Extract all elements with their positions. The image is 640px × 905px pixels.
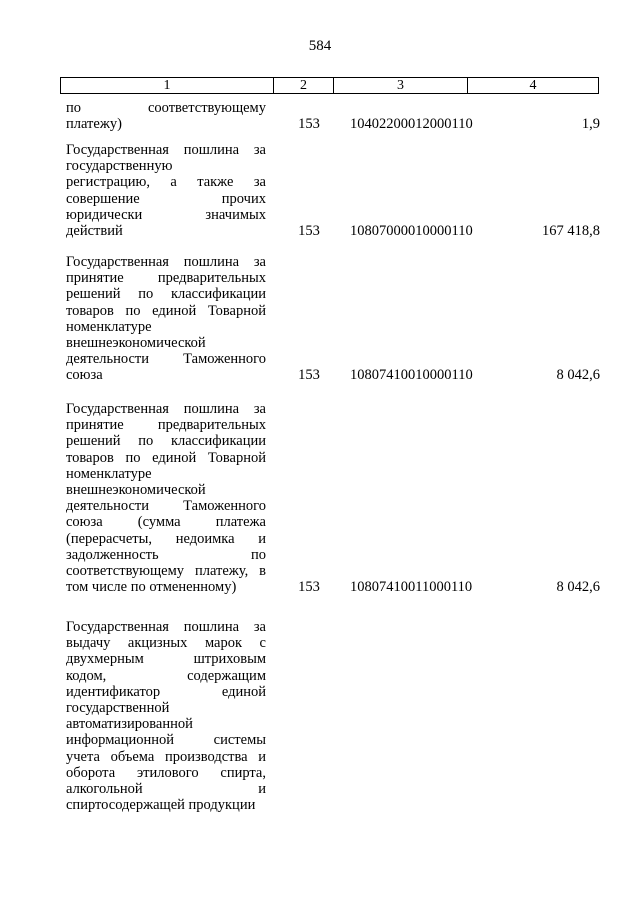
row-name-line: действий [66, 223, 123, 240]
row-name [66, 100, 266, 132]
row-col-2: 153 [298, 367, 320, 384]
row-name-line: юридически значимых [66, 206, 266, 223]
header-col-3: 3 [334, 78, 468, 93]
row-name [66, 254, 266, 384]
row-name-line: алкогольной и [66, 781, 266, 798]
row-name-line: идентификатор единой [66, 683, 266, 700]
row-name-line: совершение прочих [66, 190, 266, 207]
row-name-line: государственной [66, 700, 170, 717]
row-name-line: внешнеэкономической [66, 335, 206, 352]
row-name-line: выдачу акцизных марок с [66, 635, 266, 652]
row-col-3: 10807410010000110 [350, 367, 473, 384]
row-col-3: 10807410011000110 [350, 579, 473, 596]
table-row [66, 619, 600, 813]
row-col-4: 167 418,8 [542, 223, 600, 240]
row-col-3: 10402200012000110 [350, 116, 473, 133]
row-name-line: спиртосодержащей продукции [66, 797, 256, 814]
row-name-line: деятельности Таможенного [66, 498, 266, 515]
row-name-line: деятельности Таможенного [66, 351, 266, 368]
page-number: 584 [308, 38, 332, 54]
row-name-line: Государственная пошлина за [66, 619, 266, 635]
row-name-line: товаров по единой Товарной [66, 302, 266, 319]
row-name-line: принятие предварительных [66, 417, 266, 434]
row-name-line: кодом, содержащим [66, 667, 266, 684]
header-col-4: 4 [529, 78, 537, 93]
table-header [60, 77, 599, 94]
header-col-1: 1 [61, 78, 274, 93]
table-row [66, 100, 600, 132]
row-name-line: Государственная пошлина за [66, 401, 266, 417]
row-col-2: 153 [298, 116, 320, 133]
row-name-line: номенклатуре [66, 318, 152, 335]
row-name-line: государственную [66, 158, 173, 175]
row-name-line: товаров по единой Товарной [66, 449, 266, 466]
row-name-line: автоматизированной [66, 716, 193, 733]
row-name-line: задолженность по [66, 546, 266, 563]
row-name-line: решений по классификации [66, 286, 266, 303]
row-col-4: 8 042,6 [556, 579, 600, 596]
row-name-line: Государственная пошлина за [66, 254, 266, 270]
row-name-line: союза [66, 367, 103, 384]
row-name-line: регистрацию, а также за [66, 174, 266, 191]
table-row [66, 142, 600, 239]
row-name [66, 619, 266, 813]
row-col-2: 153 [298, 579, 320, 596]
row-name-line: (перерасчеты, недоимка и [66, 530, 266, 547]
row-name-line: номенклатуре [66, 465, 152, 482]
row-name-line: решений по классификации [66, 433, 266, 450]
row-name-line: соответствующему платежу, в [66, 563, 266, 580]
row-name-line: принятие предварительных [66, 270, 266, 287]
row-col-4: 8 042,6 [556, 367, 600, 384]
row-name-line: двухмерным штриховым [66, 651, 266, 668]
row-name [66, 401, 266, 595]
row-col-2: 153 [298, 223, 320, 240]
row-name-line: внешнеэкономической [66, 482, 206, 499]
row-col-4: 1,9 [581, 116, 600, 133]
row-name-line: Государственная пошлина за [66, 142, 266, 158]
table-row [66, 401, 600, 595]
row-name-line: том числе по отмененному) [66, 579, 237, 596]
row-col-3: 10807000010000110 [350, 223, 473, 240]
row-name-line: по соответствующему [66, 100, 266, 116]
row-name-line: союза (сумма платежа [66, 514, 266, 531]
row-name-line: учета объема производства и [66, 748, 266, 765]
table-row [66, 254, 600, 384]
row-name-line: платежу) [66, 116, 122, 133]
header-col-2: 2 [274, 78, 334, 93]
row-name-line: информационной системы [66, 732, 266, 749]
row-name-line: оборота этилового спирта, [66, 764, 266, 781]
row-name [66, 142, 266, 239]
